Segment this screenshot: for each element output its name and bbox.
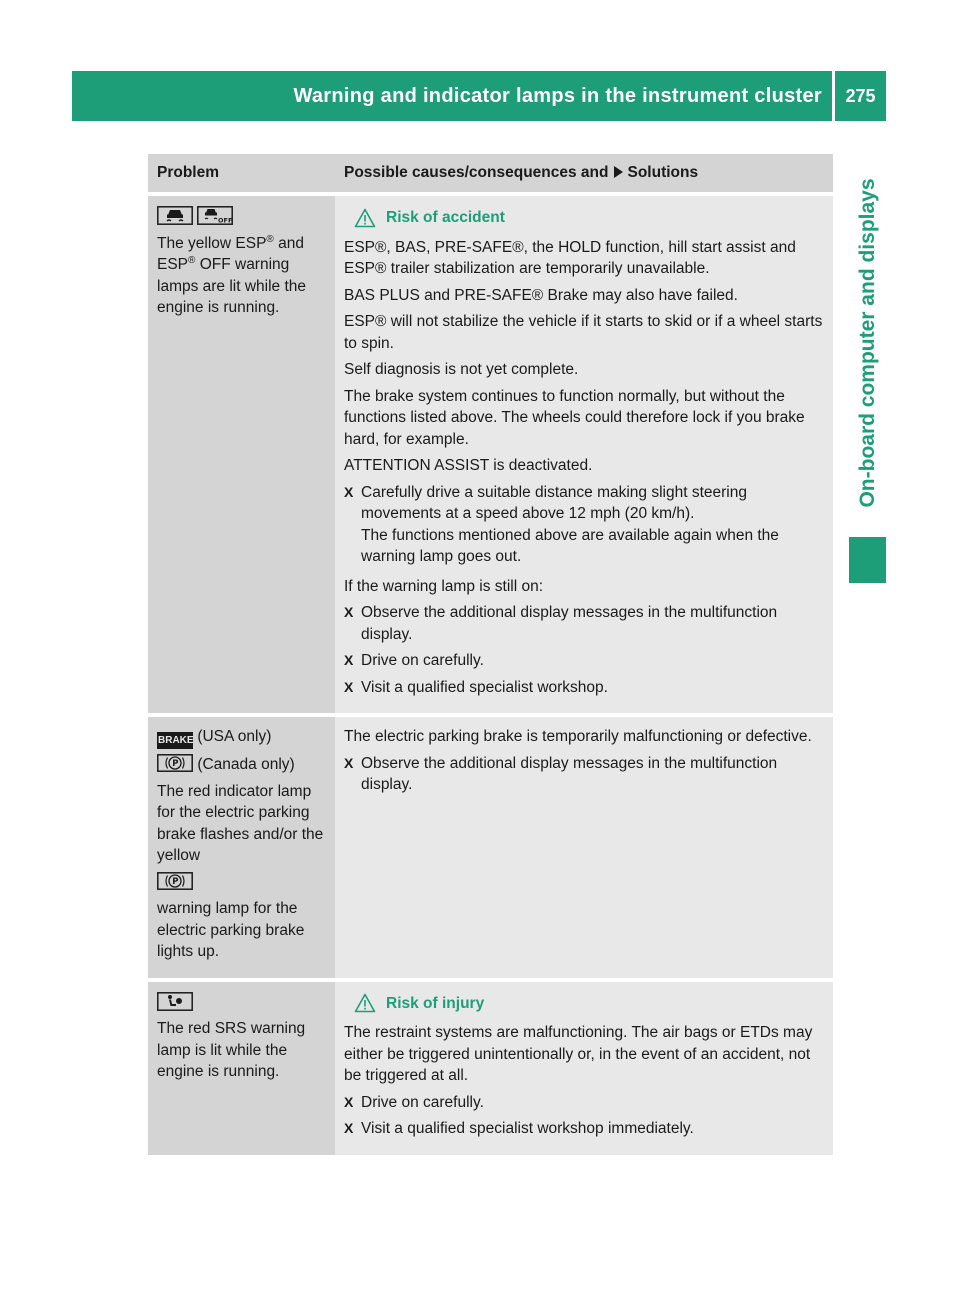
problem-text: warning lamp for the electric parking brake lights up. <box>157 900 305 960</box>
parking-lamp-line: P (Canada only) <box>157 754 327 776</box>
page-number: 275 <box>845 86 876 106</box>
parking-brake-icon <box>157 872 193 890</box>
side-tab <box>849 158 887 528</box>
paragraph: The restraint systems are malfunctioning. The air bags or ETDs may either be triggered unintentionally or, in the event of an accident, not be triggered at all. <box>344 1024 813 1084</box>
svg-text:P: P <box>172 759 179 770</box>
solution-cell <box>335 196 833 713</box>
warning-heading <box>344 207 825 229</box>
column-header-problem: Problem <box>148 154 335 192</box>
column-header-solutions <box>335 154 833 192</box>
warning-lamps-table <box>148 150 833 1159</box>
side-tab-block <box>849 537 886 583</box>
step-text: Observe the additional display messages in the multifunction display. <box>361 754 778 793</box>
problem-text: The yellow ESP® and ESP® OFF warning lamps are lit while the engine is running. <box>157 233 307 316</box>
step-bullet-icon: X <box>344 754 354 771</box>
side-tab-label: On-board computer and displays <box>856 178 879 508</box>
warning-triangle-icon <box>354 993 376 1013</box>
problem-cell <box>148 196 335 713</box>
svg-text:P: P <box>172 876 179 887</box>
table-row <box>148 717 833 978</box>
step-text: Observe the additional display messages in the multifunction display. <box>361 604 778 643</box>
solution-cell <box>335 717 833 978</box>
step-text: Visit a qualified specialist workshop immediately. <box>361 1120 694 1137</box>
step-item <box>344 1092 825 1114</box>
svg-text:OFF: OFF <box>218 216 233 225</box>
step-text: Drive on carefully. <box>361 652 484 669</box>
warning-title: Risk of accident <box>386 209 505 226</box>
paragraph: If the warning lamp is still on: <box>344 577 544 595</box>
lamp-icons <box>157 991 327 1013</box>
esp-icon <box>157 206 193 225</box>
step-note: The functions mentioned above are available again when the warning lamp goes out. <box>361 526 779 565</box>
step-item <box>344 482 825 568</box>
step-bullet-icon: X <box>344 652 354 668</box>
paragraph: The brake system continues to function normally, but without the functions listed above. The wheels could therefore lock if you brake hard, for example. <box>344 387 805 448</box>
step-text: Visit a qualified specialist workshop. <box>361 678 608 696</box>
step-item <box>344 650 825 672</box>
parking-brake-icon <box>157 754 193 772</box>
step-item <box>344 1118 825 1140</box>
paragraph: BAS PLUS and PRE-SAFE® Brake may also have failed. <box>344 286 738 304</box>
column-header-solutions-prefix: Possible causes/consequences and <box>344 164 609 182</box>
brake-lamp-line: BRAKE (USA only) <box>157 726 327 749</box>
paragraph: ATTENTION ASSIST is deactivated. <box>344 457 593 474</box>
step-item <box>344 677 825 699</box>
step-text: Drive on carefully. <box>361 1093 484 1111</box>
step-bullet-icon: X <box>344 678 354 695</box>
table-row <box>148 982 833 1155</box>
page-header <box>72 71 886 121</box>
arrow-icon <box>614 166 623 178</box>
paragraph: The electric parking brake is temporarily malfunctioning or defective. <box>344 728 812 745</box>
problem-cell <box>148 717 335 978</box>
column-header-solutions-suffix: Solutions <box>627 164 699 182</box>
table-header-row <box>148 154 833 192</box>
step-bullet-icon: X <box>344 604 354 620</box>
step-text: Carefully drive a suitable distance making slight steering movements at a speed above 12 mph (20 km/h). <box>361 483 747 522</box>
paragraph: ESP® will not stabilize the vehicle if it starts to skid or if a wheel starts to spin. <box>344 313 823 352</box>
table-row <box>148 196 833 713</box>
solution-cell <box>335 982 833 1155</box>
step-bullet-icon: X <box>344 1093 354 1110</box>
step-bullet-icon: X <box>344 1120 354 1136</box>
step-item <box>344 753 825 796</box>
page-title: Warning and indicator lamps in the instrument cluster <box>293 85 822 107</box>
warning-title: Risk of injury <box>386 994 485 1012</box>
esp-off-icon <box>197 206 233 225</box>
warning-heading <box>344 993 825 1015</box>
problem-text: The red SRS warning lamp is lit while the engine is running. <box>157 1020 306 1080</box>
paragraph: Self diagnosis is not yet complete. <box>344 361 579 378</box>
lamp-icons <box>157 205 327 227</box>
warning-triangle-icon <box>354 208 376 228</box>
step-bullet-icon: X <box>344 483 354 500</box>
problem-cell <box>148 982 335 1155</box>
srs-airbag-icon <box>157 992 193 1011</box>
problem-text: The red indicator lamp for the electric parking brake flashes and/or the yellow <box>157 782 324 864</box>
step-item <box>344 602 825 645</box>
parking-lamp-line <box>157 872 327 894</box>
brake-lamp-icon: BRAKE <box>157 732 193 749</box>
paragraph: ESP®, BAS, PRE-SAFE®, the HOLD function, hill start assist and ESP® trailer stabilization are temporarily unavailable. <box>344 238 796 277</box>
